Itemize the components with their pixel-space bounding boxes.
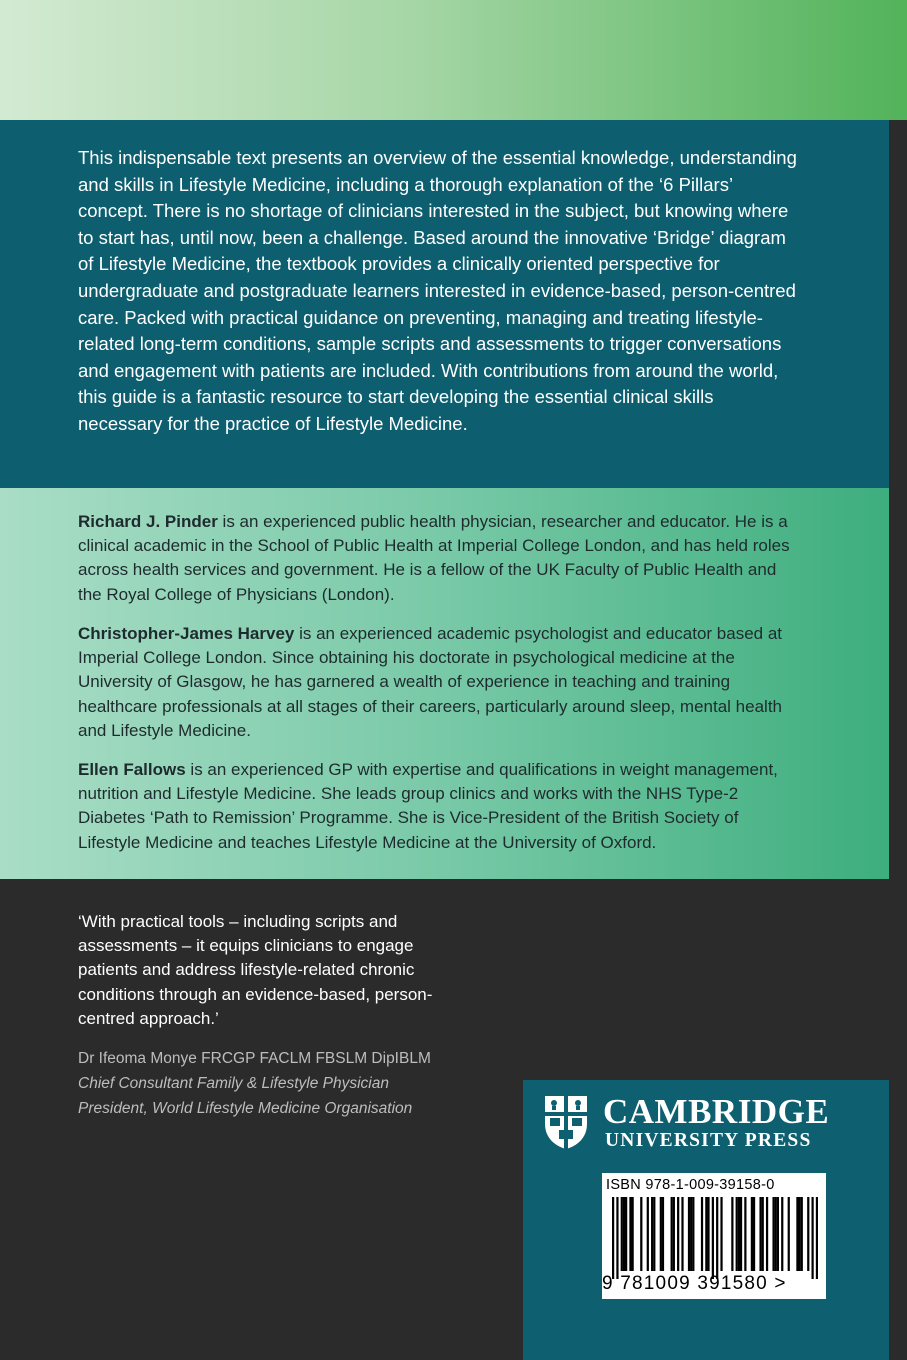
barcode-bar — [801, 1197, 803, 1271]
publisher-subtitle: UNIVERSITY PRESS — [605, 1130, 812, 1151]
barcode-digits: 9 781009 391580 > — [602, 1273, 787, 1294]
author-bio-fallows — [78, 758, 798, 855]
barcode-bar — [772, 1197, 774, 1271]
author-name: Ellen Fallows — [78, 760, 186, 779]
author-bio-text: is an experienced academic psychologist and educator based at Imperial College London. Since obtaining his doctorate in psychological medicine at the University of Glasgow, he has garnered a wealth of experience in teaching and training healthcare professionals at all stages of their careers, particularly around sleep, mental health and Lifestyle Medicine. — [78, 624, 783, 740]
barcode-bar — [731, 1197, 733, 1271]
isbn-barcode — [602, 1173, 826, 1299]
barcode-bar — [621, 1197, 623, 1271]
barcode-bar — [632, 1197, 634, 1271]
barcode-bar — [751, 1197, 753, 1271]
barcode-bar — [653, 1197, 655, 1271]
endorser-title-1: Chief Consultant Family & Lifestyle Physician — [78, 1075, 389, 1092]
barcode-bar — [798, 1197, 800, 1271]
barcode-bar — [775, 1197, 777, 1271]
barcode-bar — [671, 1197, 673, 1271]
quote-text: ‘With practical tools – including scripts and assessments – it equips clinicians to engage patients and address lifestyle-related chronic conditions through an evidence-based, person-centred approach.’ — [78, 912, 433, 1028]
shield-crest-icon — [543, 1094, 589, 1150]
barcode-bar — [677, 1197, 679, 1271]
publisher-name: CAMBRIDGE — [603, 1092, 830, 1131]
barcode-bar — [660, 1197, 662, 1271]
isbn-label: ISBN 978-1-009-39158-0 — [606, 1177, 775, 1193]
barcode-bar — [744, 1197, 746, 1271]
barcode-bar — [781, 1197, 783, 1271]
barcode-bar — [738, 1197, 740, 1271]
barcode-bar — [753, 1197, 755, 1271]
book-description: This indispensable text presents an overview of the essential knowledge, understanding and skills in Lifestyle Medicine, including a thorough explanation of the ‘6 Pillars’ concept. There is no shortage of clinicians interested in the subject, but knowing where to start has, until now, been a challenge. Based around the innovative ‘Bridge’ diagram of Lifestyle Medicine, the textbook provides a clinically oriented perspective for undergraduate and postgraduate learners interested in evidence-based, person-centred care. Packed with practical guidance on preventing, managing and treating lifestyle-related long-term conditions, sample scripts and assessments to trigger conversations and engagement with patients are included. With contributions from around the world, this guide is a fantastic resource to start developing the essential clinical skills necessary for the practice of Lifestyle Medicine. — [78, 147, 797, 434]
barcode-bar — [720, 1197, 722, 1271]
endorser-name: Dr Ifeoma Monye FRCGP FACLM FBSLM DipIBLM — [78, 1050, 431, 1067]
barcode-bar — [807, 1197, 809, 1271]
barcode-bar — [673, 1197, 675, 1271]
author-bios-panel — [0, 488, 889, 879]
barcode-bar — [759, 1197, 761, 1271]
barcode-bar — [740, 1197, 742, 1271]
author-name: Christopher-James Harvey — [78, 624, 295, 643]
barcode-bar — [616, 1197, 618, 1279]
author-name: Richard J. Pinder — [78, 512, 218, 531]
barcode-bar — [788, 1197, 790, 1271]
barcode-bars — [612, 1197, 818, 1279]
publisher-box — [523, 1080, 889, 1360]
author-bio-text: is an experienced public health physician, researcher and educator. He is a clinical academic in the School of Public Health at Imperial College London, and has held roles across health services and government. He is a fellow of the UK Faculty of Public Health and the Royal College of Physicians (London). — [78, 512, 790, 604]
barcode-bar — [777, 1197, 779, 1271]
author-bio-text: is an experienced GP with expertise and qualifications in weight management, nutrition and Lifestyle Medicine. She leads group clinics and works with the NHS Type-2 Diabetes ‘Path to Remission’ Programme. She is Vice-President of the British Society of Lifestyle Medicine and teaches Lifestyle Medicine at the University of Oxford. — [78, 760, 778, 852]
endorsement-quote — [78, 910, 458, 1031]
barcode-bar — [612, 1197, 614, 1279]
barcode-bar — [707, 1197, 709, 1271]
barcode-bar — [701, 1197, 703, 1271]
barcode-bar — [623, 1197, 625, 1271]
author-bio-harvey — [78, 622, 798, 743]
barcode-bar — [692, 1197, 694, 1271]
barcode-bar — [662, 1197, 664, 1271]
description-panel — [0, 120, 889, 488]
barcode-bar — [690, 1197, 692, 1271]
barcode-bar — [651, 1197, 653, 1271]
author-bio-pinder — [78, 510, 798, 607]
barcode-bar — [681, 1197, 683, 1271]
endorser-title-2: President, World Lifestyle Medicine Organisation — [78, 1100, 413, 1117]
barcode-bar — [816, 1197, 818, 1279]
barcode-bar — [766, 1197, 768, 1271]
barcode-bar — [705, 1197, 707, 1271]
barcode-bar — [688, 1197, 690, 1271]
barcode-bar — [712, 1197, 714, 1279]
barcode-bar — [796, 1197, 798, 1271]
barcode-bar — [736, 1197, 738, 1271]
barcode-bar — [762, 1197, 764, 1271]
endorser-credit — [78, 1046, 498, 1121]
barcode-bar — [629, 1197, 631, 1271]
barcode-bar — [811, 1197, 813, 1279]
barcode-bar — [716, 1197, 718, 1279]
barcode-bar — [647, 1197, 649, 1271]
top-green-band — [0, 0, 907, 120]
barcode-bar — [625, 1197, 627, 1271]
barcode-bar — [640, 1197, 642, 1271]
